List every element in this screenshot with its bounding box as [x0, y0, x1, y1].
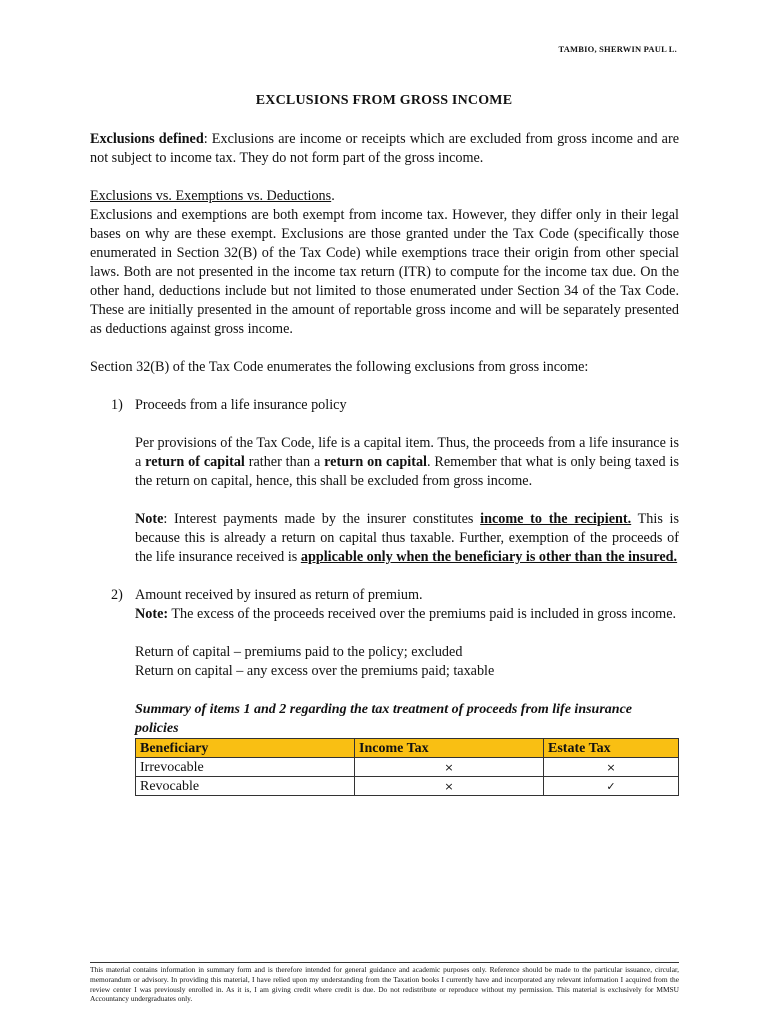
note-label: Note — [135, 511, 164, 527]
list-number: 1) — [111, 397, 123, 413]
column-header-beneficiary: Beneficiary — [136, 739, 355, 758]
comparison-heading-text: Exclusions vs. Exemptions vs. Deductions — [90, 188, 332, 204]
table-header-row — [136, 739, 679, 758]
column-header-income-tax: Income Tax — [355, 739, 544, 758]
list-item-1 — [90, 396, 679, 567]
estate-tax-cell: ✓ — [544, 777, 679, 796]
column-header-estate-tax: Estate Tax — [544, 739, 679, 758]
income-to-recipient-term: income to the recipient. — [480, 511, 632, 527]
summary-table — [135, 738, 679, 796]
list-item-2 — [90, 586, 679, 681]
item2-note: Note: The excess of the proceeds received over the premiums paid is included in gross income. — [135, 606, 677, 622]
comparison-heading: Exclusions vs. Exemptions vs. Deductions. — [90, 188, 335, 204]
return-of-capital-line: Return of capital – premiums paid to the policy; excluded — [135, 644, 463, 660]
section-intro: Section 32(B) of the Tax Code enumerates the following exclusions from gross income: — [90, 359, 589, 375]
note-label: Note: — [135, 606, 169, 622]
return-on-capital-term: return on capital — [324, 454, 427, 470]
list-number: 2) — [111, 587, 123, 603]
footer-disclaimer: This material contains information in summary form and is therefore intended for general guidance and academic purposes only. Reference should be made to the particular issuance, circular, memorandum or advisory. In providing this material, I have relied upon my understanding from the Taxation books I currently have and incorporated any relevant information I acquired from the review center I was previously enrolled in. As it is, I am giving credit where credit is due. Do not redistribute or reproduce without my permission. This material is exclusively for MMSU Accountancy undergraduates only. — [90, 962, 679, 1004]
beneficiary-cell: Revocable — [136, 777, 355, 796]
item2-title: Amount received by insured as return of premium. — [135, 587, 423, 603]
exclusions-defined-paragraph — [90, 130, 679, 168]
item1-paragraph: Per provisions of the Tax Code, life is a capital item. Thus, the proceeds from a life insurance is a return of capital rather than a return on capital. Remember that what is only being taxed is the return on capital, hence, this shall be excluded from gross income. — [135, 435, 679, 489]
author-name: TAMBIO, SHERWIN PAUL L. — [558, 44, 677, 54]
beneficiary-condition-term: applicable only when the beneficiary is other than the insured. — [300, 549, 678, 565]
table-row — [136, 758, 679, 777]
comparison-body: Exclusions and exemptions are both exempt from income tax. However, they differ only in their legal bases on why are these exempt. Exclusions are those granted under the Tax Code (specifically those enumerated in Section 32(B) of the Tax Code) while exemptions trace their origin from other special laws. Both are not presented in the income tax return (ITR) to compute for the income tax due. On the other hand, deductions include but not limited to those enumerated under Section 34 of the Tax Code. These are initially presented in the amount of reportable gross income and will be separately presented as deductions against gross income. — [90, 207, 679, 337]
table-row — [136, 777, 679, 796]
exclusions-defined-text: : Exclusions are income or receipts which are excluded from gross income and are not subject to income tax. They do not form part of the gross income. — [90, 131, 680, 166]
income-tax-cell: × — [355, 758, 544, 777]
page-title: EXCLUSIONS FROM GROSS INCOME — [255, 93, 513, 108]
item1-note: Note: Interest payments made by the insurer constitutes income to the recipient. This is because this is already a return on capital thus taxable. Further, exemption of the proceeds of the life insurance received is applicable only when the beneficiary is other than the insured. — [135, 511, 679, 565]
beneficiary-cell: Irrevocable — [136, 758, 355, 777]
document-body — [90, 130, 679, 796]
item1-title: Proceeds from a life insurance policy — [135, 397, 347, 413]
exclusions-defined-label: Exclusions defined — [90, 131, 204, 147]
return-on-capital-line: Return on capital – any excess over the premiums paid; taxable — [135, 663, 495, 679]
return-of-capital-term: return of capital — [145, 454, 245, 470]
estate-tax-cell: × — [544, 758, 679, 777]
income-tax-cell: × — [355, 777, 544, 796]
summary-table-caption: Summary of items 1 and 2 regarding the tax treatment of proceeds from life insurance policies — [135, 702, 633, 736]
